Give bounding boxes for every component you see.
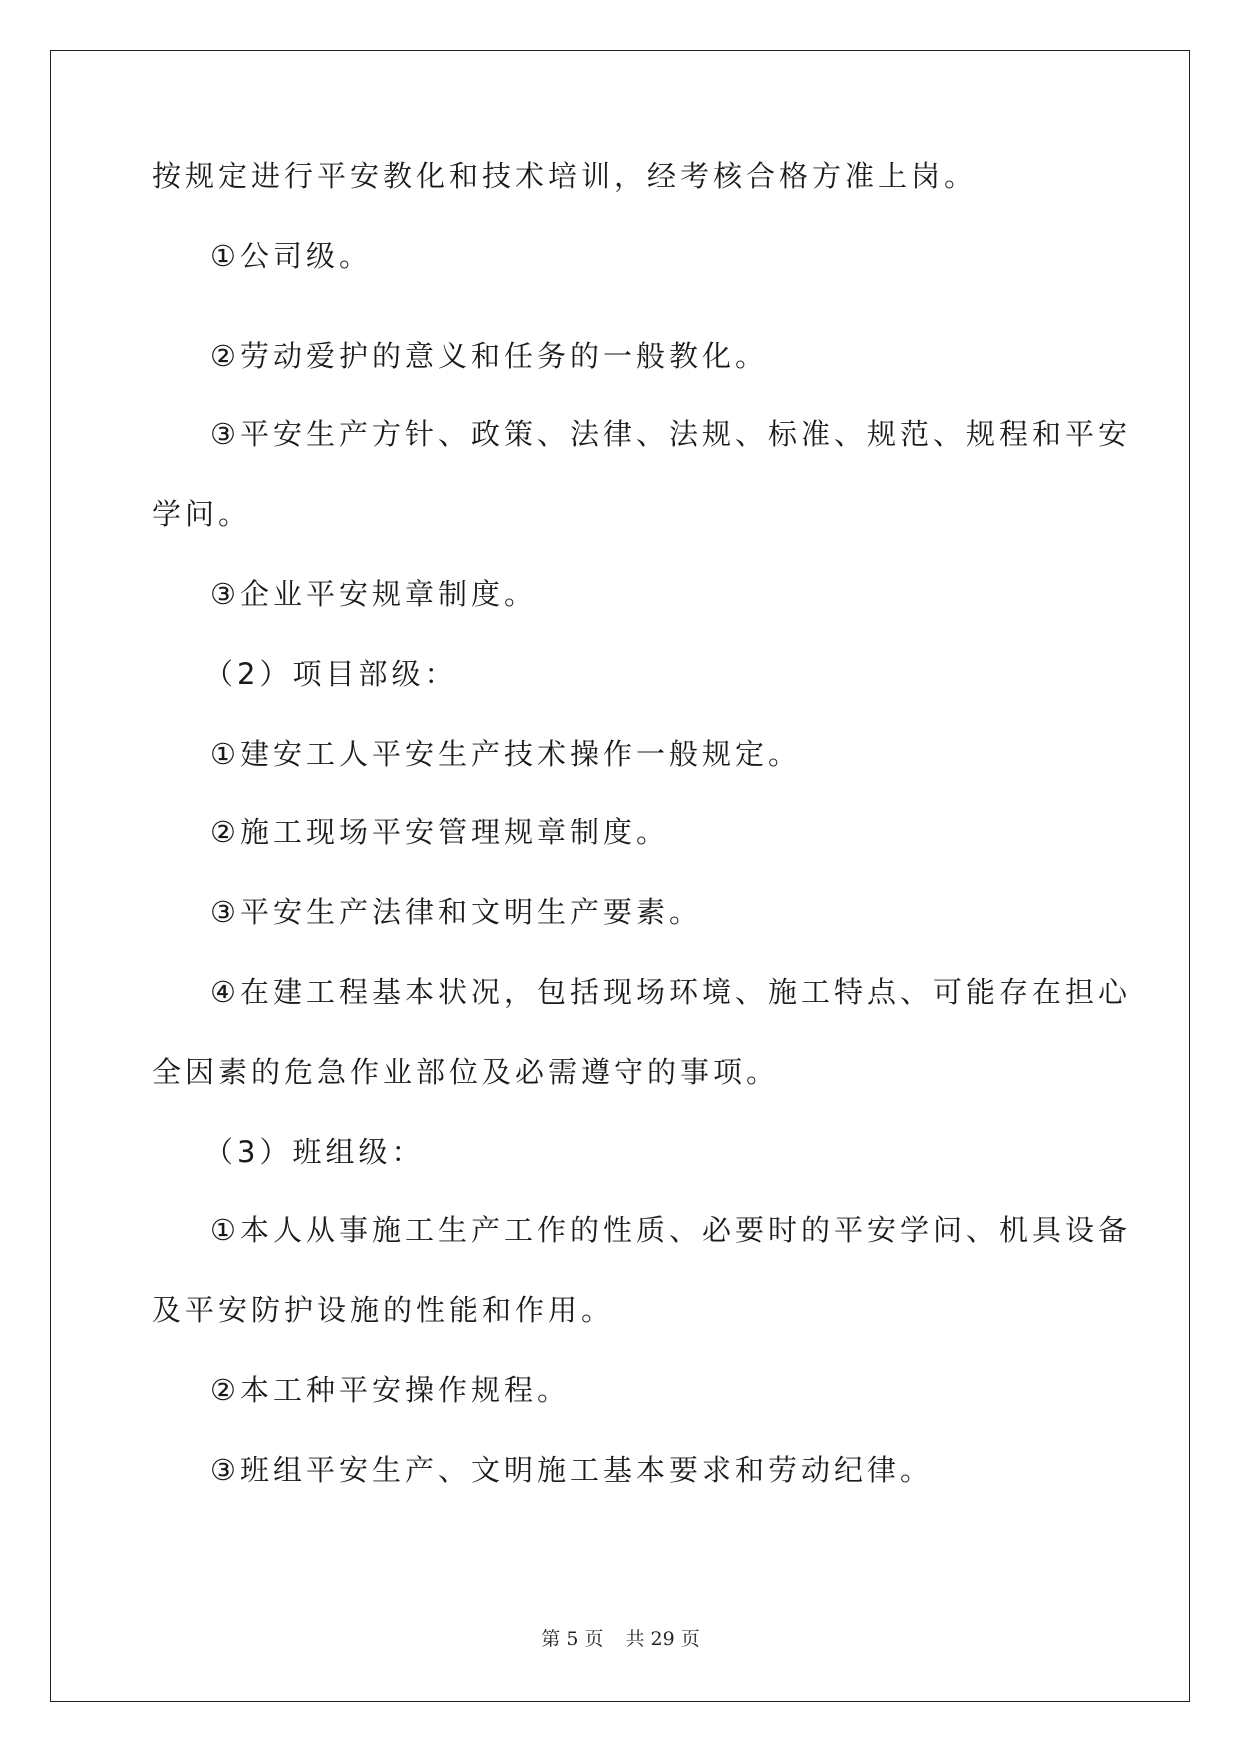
page-footer	[0, 1624, 1241, 1651]
paragraph-line: 学问。	[152, 497, 252, 531]
page-number: 第 5 页	[541, 1628, 604, 1650]
paragraph-line: （3）班组级：	[204, 1135, 425, 1169]
paragraph-line: ③平安生产方针、政策、法律、法规、标准、规范、规程和平安	[210, 417, 1131, 451]
paragraph-line: ②劳动爱护的意义和任务的一般教化。	[210, 339, 768, 373]
paragraph-line: ③平安生产法律和文明生产要素。	[210, 895, 702, 929]
paragraph-line: 按规定进行平安教化和技术培训，经考核合格方准上岗。	[152, 159, 978, 193]
paragraph-line: ③企业平安规章制度。	[210, 577, 537, 611]
page-total: 共 29 页	[625, 1628, 700, 1650]
paragraph-line: （2）项目部级：	[204, 657, 458, 691]
paragraph-line: ①建安工人平安生产技术操作一般规定。	[210, 737, 801, 771]
paragraph-line: ①公司级。	[210, 239, 372, 273]
paragraph-line: 及平安防护设施的性能和作用。	[152, 1293, 615, 1327]
paragraph-line: 全因素的危急作业部位及必需遵守的事项。	[152, 1055, 780, 1089]
paragraph-line: ③班组平安生产、文明施工基本要求和劳动纪律。	[210, 1453, 933, 1487]
paragraph-line: ②施工现场平安管理规章制度。	[210, 815, 669, 849]
paragraph-line: ①本人从事施工生产工作的性质、必要时的平安学问、机具设备	[210, 1213, 1131, 1247]
paragraph-line: ④在建工程基本状况，包括现场环境、施工特点、可能存在担心	[210, 975, 1131, 1009]
paragraph-line: ②本工种平安操作规程。	[210, 1373, 570, 1407]
